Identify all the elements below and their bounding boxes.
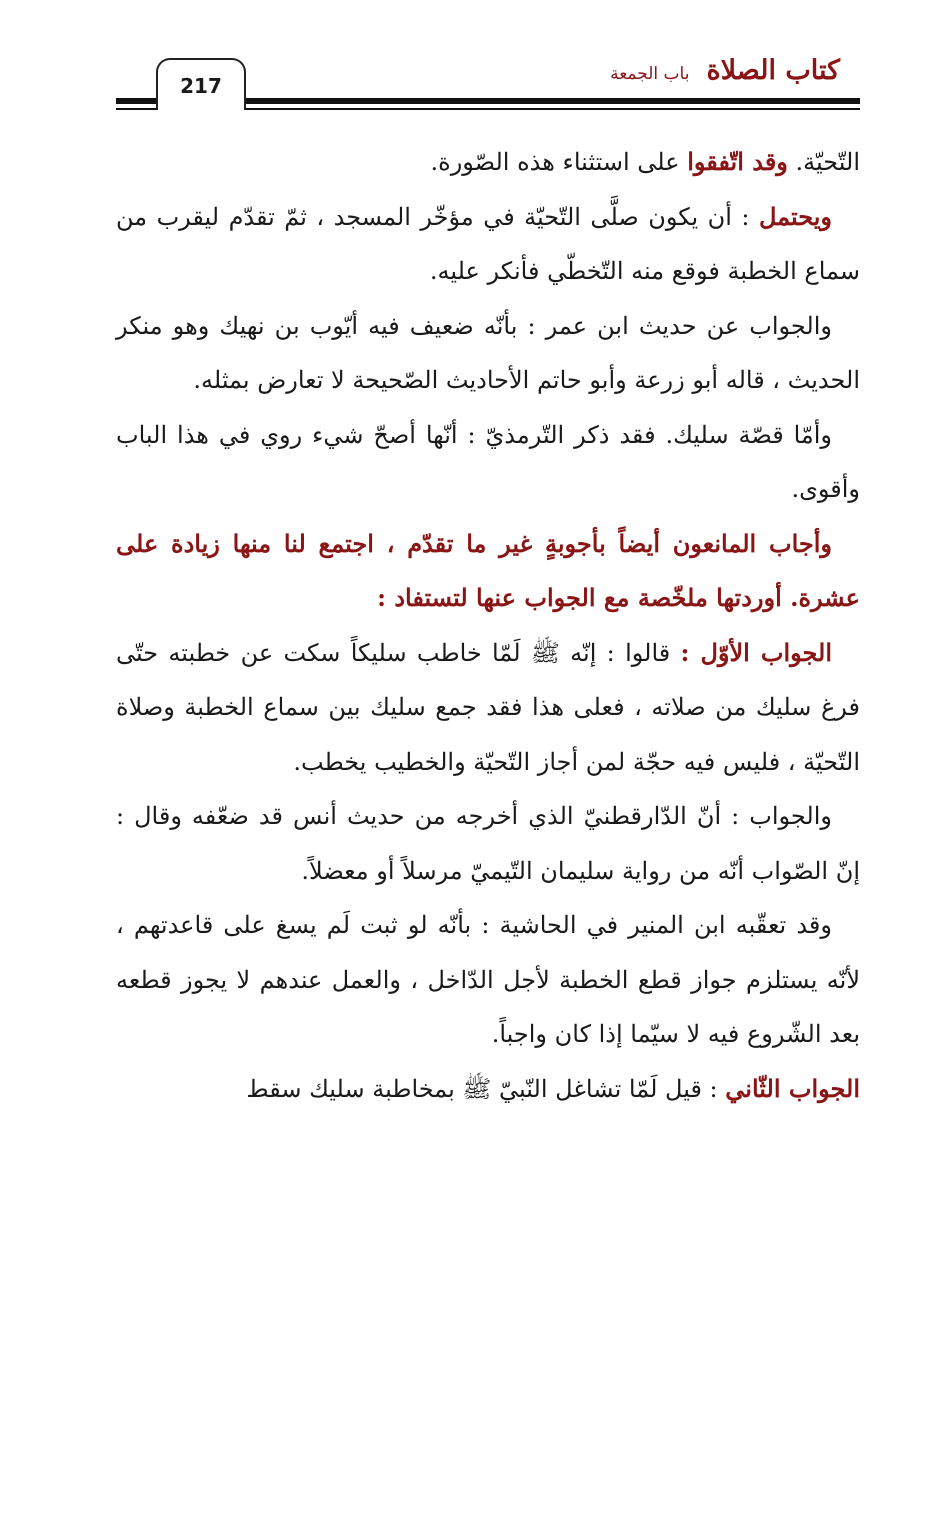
- chapter-title: باب الجمعة: [610, 64, 690, 84]
- paragraph-p9: [116, 1062, 860, 1117]
- highlighted-text: الجواب الثّاني: [725, 1073, 860, 1103]
- page-number-box: [156, 58, 246, 110]
- body-text: التّحيّة.: [787, 148, 860, 176]
- paragraph-p7: [116, 789, 860, 898]
- paragraph-p2: [116, 190, 860, 299]
- paragraph-p8: [116, 898, 860, 1062]
- body-text: : قيل لَمّا تشاغل النّبيّ ﷺ بمخاطبة سليك سقط: [246, 1074, 726, 1103]
- paragraph-p3: [116, 299, 860, 408]
- highlighted-text: ويحتمل: [758, 201, 832, 231]
- highlighted-text: الجواب الأوّل :: [680, 637, 832, 667]
- body-text: : أن يكون صلَّى التّحيّة في مؤخّر المسجد ، ثمّ تقدّم ليقرب من سماع الخطبة فوقع منه التّخطّي فأنكر عليه.: [116, 202, 860, 285]
- body-text: وقد تعقّبه ابن المنير في الحاشية : بأنّه لو ثبت لَم يسغ على قاعدتهم ، لأنّه يستلزم جواز قطع الخطبة لأجل الدّاخل ، والعمل عندهم لا يجوز قطعه بعد الشّروع فيه لا سيّما إذا كان واجباً.: [116, 911, 860, 1048]
- highlighted-text: وأجاب المانعون أيضاً بأجوبةٍ غير ما تقدّم ، اجتمع لنا منها زيادة على عشرة. أوردتها ملخّصة مع الجواب عنها لتستفاد :: [116, 528, 860, 612]
- page-number: 217: [180, 74, 222, 98]
- paragraph-p6: [116, 626, 860, 790]
- highlighted-text: وقد اتّفقوا: [687, 147, 788, 176]
- paragraph-p5: [116, 517, 860, 626]
- body-text: على استثناء هذه الصّورة.: [430, 148, 688, 176]
- book-title: كتاب الصلاة: [706, 55, 840, 86]
- paragraph-p1: [116, 135, 860, 190]
- running-header: [0, 0, 945, 120]
- body-text: والجواب : أنّ الدّارقطنيّ الذي أخرجه من حديث أنس قد ضعّفه وقال : إنّ الصّواب أنّه من رواية سليمان التّيميّ مرسلاً أو معضلاً.: [116, 802, 860, 885]
- body-text: قالوا : إنّه ﷺ لَمّا خاطب سليكاً سكت عن خطبته حتّى فرغ سليك من صلاته ، فعلى هذا فقد جمع سليك بين سماع الخطبة وصلاة التّحيّة ، فليس فيه حجّة لمن أجاز التّحيّة والخطيب يخطب.: [116, 638, 860, 776]
- paragraph-p4: [116, 408, 860, 517]
- page-body: [116, 135, 860, 1116]
- body-text: والجواب عن حديث ابن عمر : بأنّه ضعيف فيه أيّوب بن نهيك وهو منكر الحديث ، قاله أبو زرعة وأبو حاتم الأحاديث الصّحيحة لا تعارض بمثله.: [116, 311, 860, 394]
- running-head: [610, 55, 840, 86]
- body-text: وأمّا قصّة سليك. فقد ذكر التّرمذيّ : أنّها أصحّ شيء روي في هذا الباب وأقوى.: [116, 420, 860, 503]
